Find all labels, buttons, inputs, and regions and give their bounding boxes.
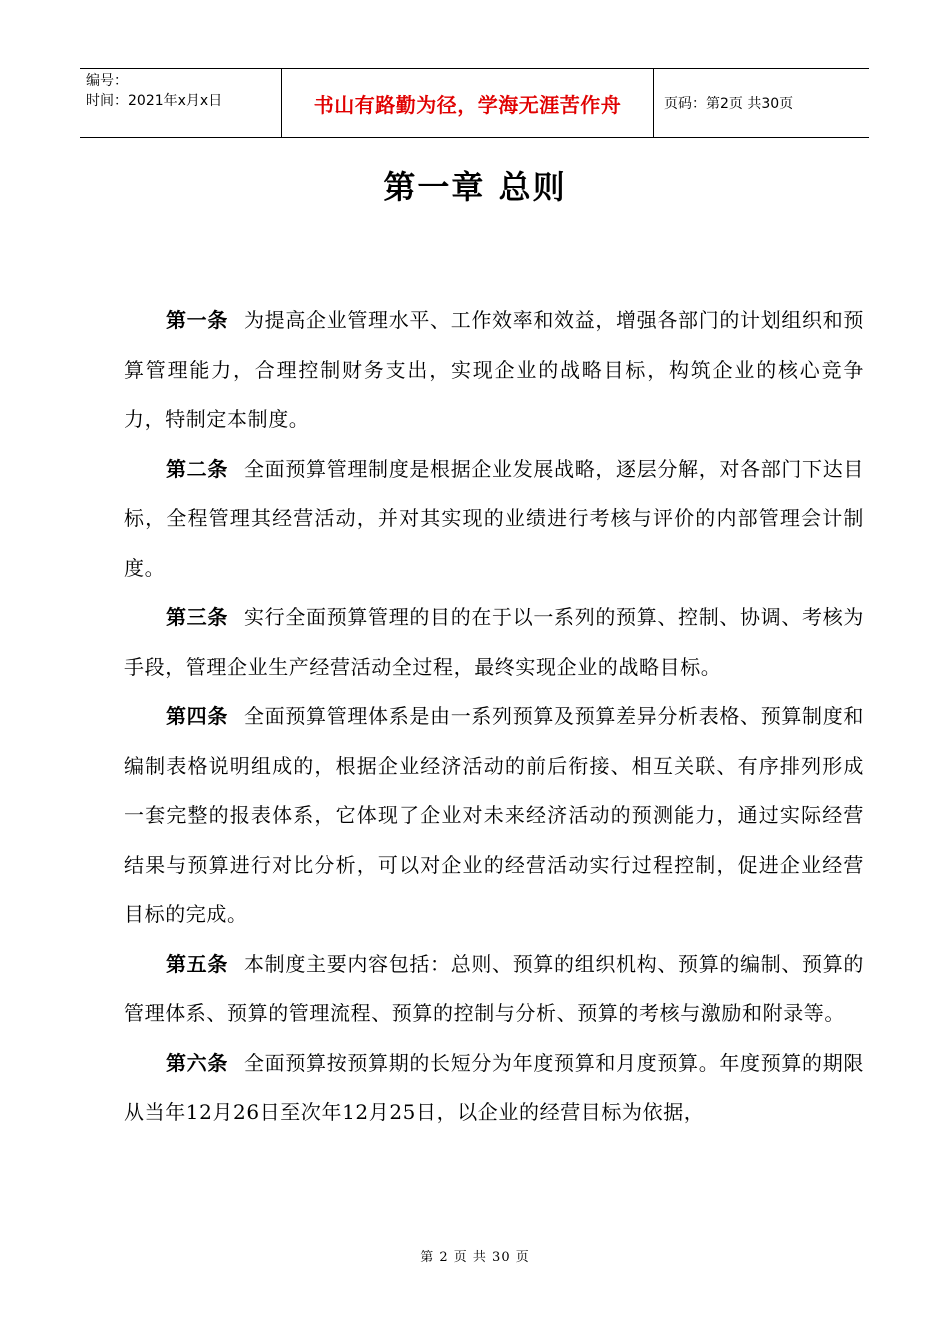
- article-text: 全面预算管理制度是根据企业发展战略，逐层分解，对各部门下达目标，全程管理其经营活动，并对其实现的业绩进行考核与评价的内部管理会计制度。: [124, 456, 864, 580]
- article-text: 本制度主要内容包括：总则、预算的组织机构、预算的编制、预算的管理体系、预算的管理流程、预算的控制与分析、预算的考核与激励和附录等。: [124, 951, 864, 1025]
- motto: 书山有路勤为径，学海无涯苦作舟: [313, 92, 622, 117]
- article: [124, 296, 864, 445]
- article: [124, 1039, 864, 1138]
- article-label: 第六条: [166, 1050, 229, 1075]
- number-label: 编号：: [86, 73, 128, 89]
- article-text: 为提高企业管理水平、工作效率和效益，增强各部门的计划组织和预算管理能力，合理控制财务支出，实现企业的战略目标，构筑企业的核心竞争力，特制定本制度。: [124, 308, 864, 431]
- article-text: 全面预算按预算期的长短分为年度预算和月度预算。年度预算的期限从当年12月26日至次年12月25日，以企业的经营目标为依据，: [124, 1050, 864, 1124]
- time-label: 时间：2021年x月x日: [86, 93, 223, 109]
- header-meta: [80, 69, 282, 137]
- page-info: 页码：第2页 共30页: [664, 96, 794, 112]
- article: [124, 940, 864, 1039]
- article-label: 第五条: [166, 951, 229, 976]
- article-label: 第一条: [166, 308, 229, 332]
- page-footer: 第 2 页 共 30 页: [420, 1250, 530, 1265]
- chapter-title: 第一章 总则: [383, 168, 567, 206]
- article-label: 第四条: [166, 704, 229, 728]
- article-label: 第三条: [166, 605, 229, 629]
- article: [124, 593, 864, 692]
- article: [124, 692, 864, 940]
- header-motto-cell: [282, 69, 654, 137]
- article: [124, 445, 864, 594]
- article-text: 实行全面预算管理的目的在于以一系列的预算、控制、协调、考核为手段，管理企业生产经营活动全过程，最终实现企业的战略目标。: [124, 605, 864, 679]
- article-label: 第二条: [166, 456, 229, 481]
- document-body: [124, 296, 864, 1138]
- document-header: [80, 68, 869, 138]
- article-text: 全面预算管理体系是由一系列预算及预算差异分析表格、预算制度和编制表格说明组成的，根据企业经济活动的前后衔接、相互关联、有序排列形成一套完整的报表体系，它体现了企业对未来经济活动的预测能力，通过实际经营结果与预算进行对比分析，可以对企业的经营活动实行过程控制，促进企业经营目标的完成。: [124, 704, 864, 926]
- header-page-cell: [654, 69, 869, 137]
